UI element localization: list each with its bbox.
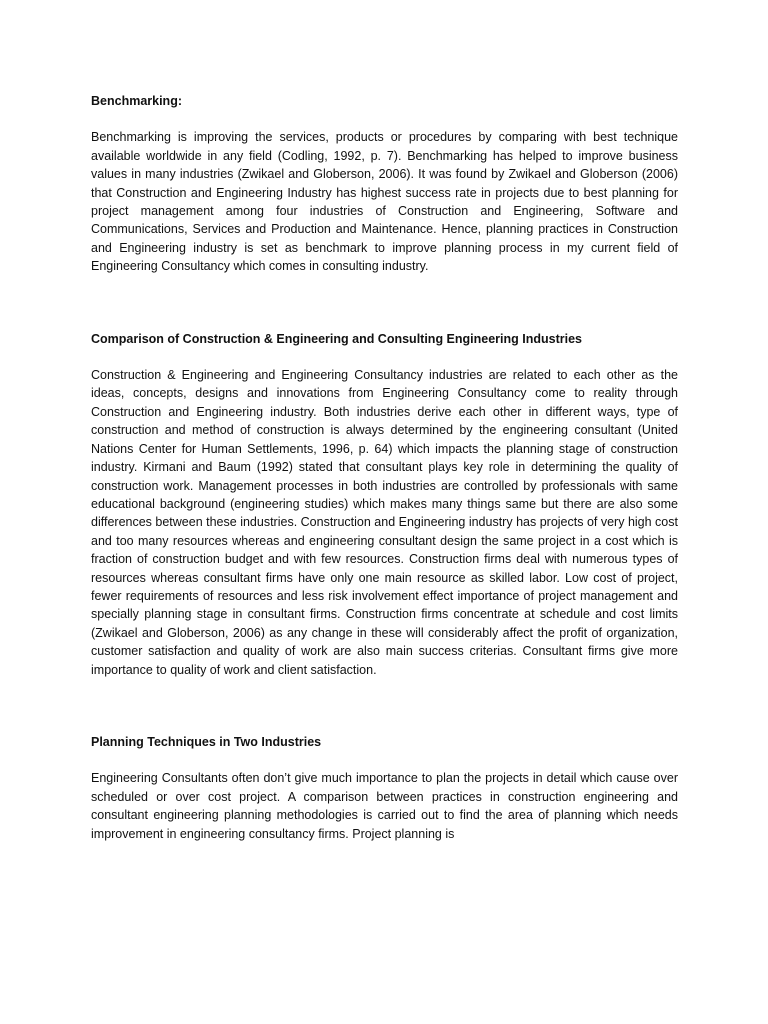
section-body-planning-techniques: Engineering Consultants often don’t give much importance to plan the projects in detail which cause over scheduled or over cost project. A comparison between practices in construction engineering and consultant engineering planning methodologies is carried out to find the area of planning which needs improvement in engineering consultancy firms. Project planning is: [91, 771, 678, 841]
section-body-benchmarking: Benchmarking is improving the services, products or procedures by comparing with best technique available worldwide in any field (Codling, 1992, p. 7). Benchmarking has helped to improve business values in many industries (Zwikael and Globerson, 2006). It was found by Zwikael and Globerson (2006) that Construction and Engineering Industry has highest success rate in projects due to best planning for project management among four industries of Construction and Engineering, Software and Communications, Services and Production and Maintenance. Hence, planning practices in Construction and Engineering industry is set as benchmark to improve planning process in my current field of Engineering Consultancy which comes in consulting industry.: [91, 130, 678, 274]
section-heading-comparison: Comparison of Construction & Engineering and Consulting Engineering Industries: [91, 331, 582, 346]
section-heading-benchmarking: Benchmarking:: [91, 94, 182, 108]
section-body-comparison: Construction & Engineering and Engineering Consultancy industries are related to each other as the ideas, concepts, designs and innovations from Engineering Consultancy come to reality through Construction and Engineering industry. Both industries derive each other in different ways, type of construction and method of construction is always determined by the engineering consultant (United Nations Center for Human Settlements, 1996, p. 64) which impacts the planning stage of construction industry. Kirmani and Baum (1992) stated that consultant plays key role in determining the quality of construction work. Management processes in both industries are controlled by professionals with same educational background (engineering studies) which makes many things same but there are also some differences between these industries. Construction and Engineering industry has projects of very high cost and too many resources whereas and engineering consultant design the same project in a cost which is fraction of construction budget and with few resources. Construction firms deal with numerous types of resources whereas consultant firms have only one main resource as skilled labor. Low cost of project, fewer requirements of resources and less risk involvement effect importance of project management and specially planning stage in consultant firms. Construction firms concentrate at schedule and cost limits (Zwikael and Globerson, 2006) as any change in these will considerably affect the profit of organization, customer satisfaction and quality of work are also main success criterias. Consultant firms give more importance to quality of work and client satisfaction.: [91, 368, 678, 677]
section-heading-planning-techniques: Planning Techniques in Two Industries: [91, 734, 322, 749]
